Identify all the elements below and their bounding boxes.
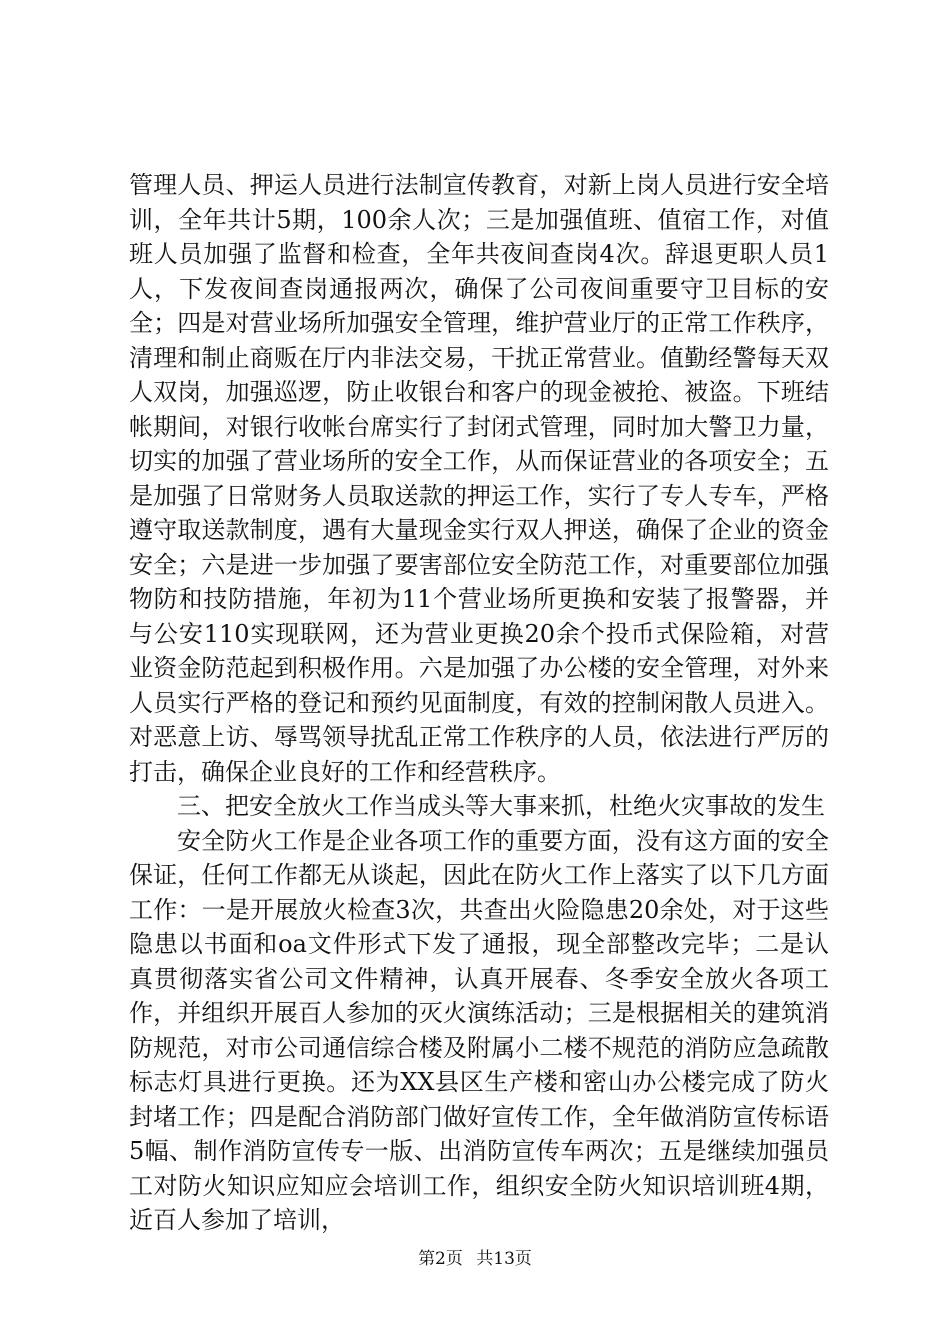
section-heading-fire-safety: 三、把安全放火工作当成头等大事来抓，杜绝火灾事故的发生 [177,792,825,820]
page-total: 共13页 [476,1249,532,1269]
paragraph-fire-prevention: 安全防火工作是企业各项工作的重要方面，没有这方面的安全保证，任何工作都无从谈起，因此在防火工作上落实了以下几方面工作：一是开展放火检查3次，共查出火险隐患20余处，对于这些隐患以书面和oa文件形式下发了通报，现全部整改完毕；二是认真贯彻落实省公司文件精神，认真开展春、冬季安全放火各项工作，并组织开展百人参加的灭火演练活动；三是根据相关的建筑消防规范，对市公司通信综合楼及附属小二楼不规范的消防应急疏散标志灯具进行更换。还为XX县区生产楼和密山办公楼完成了防火封堵工作；四是配合消防部门做好宣传工作，全年做消防宣传标语5幅、制作消防宣传专一版、出消防宣传车两次；五是继续加强员工对防火知识应知应会培训工作，组织安全防火知识培训班4期，近百人参加了培训， [129,826,829,1234]
page-number: 第2页 [418,1249,463,1269]
document-body [129,168,829,1238]
paragraph-security-measures: 管理人员、押运人员进行法制宣传教育，对新上岗人员进行安全培训，全年共计5期，100余人次；三是加强值班、值宿工作，对值班人员加强了监督和检查，全年共夜间查岗4次。辞退更职人员1人，下发夜间查岗通报两次，确保了公司夜间重要守卫目标的安全；四是对营业场所加强安全管理，维护营业厅的正常工作秩序，清理和制止商贩在厅内非法交易，干扰正常营业。值勤经警每天双人双岗，加强巡逻，防止收银台和客户的现金被抢、被盗。下班结帐期间，对银行收帐台席实行了封闭式管理，同时加大警卫力量，切实的加强了营业场所的安全工作，从而保证营业的各项安全；五是加强了日常财务人员取送款的押运工作，实行了专人专车，严格遵守取送款制度，遇有大量现金实行双人押送，确保了企业的资金安全；六是进一步加强了要害部位安全防范工作，对重要部位加强物防和技防措施，年初为11个营业场所更换和安装了报警器，并与公安110实现联网，还为营业更换20余个投币式保险箱，对营业资金防范起到积极作用。六是加强了办公楼的安全管理，对外来人员实行严格的登记和预约见面制度，有效的控制闲散人员进入。对恶意上访、辱骂领导扰乱正常工作秩序的人员，依法进行严厉的打击，确保企业良好的工作和经营秩序。 [129,171,829,786]
page-footer [0,1244,950,1269]
